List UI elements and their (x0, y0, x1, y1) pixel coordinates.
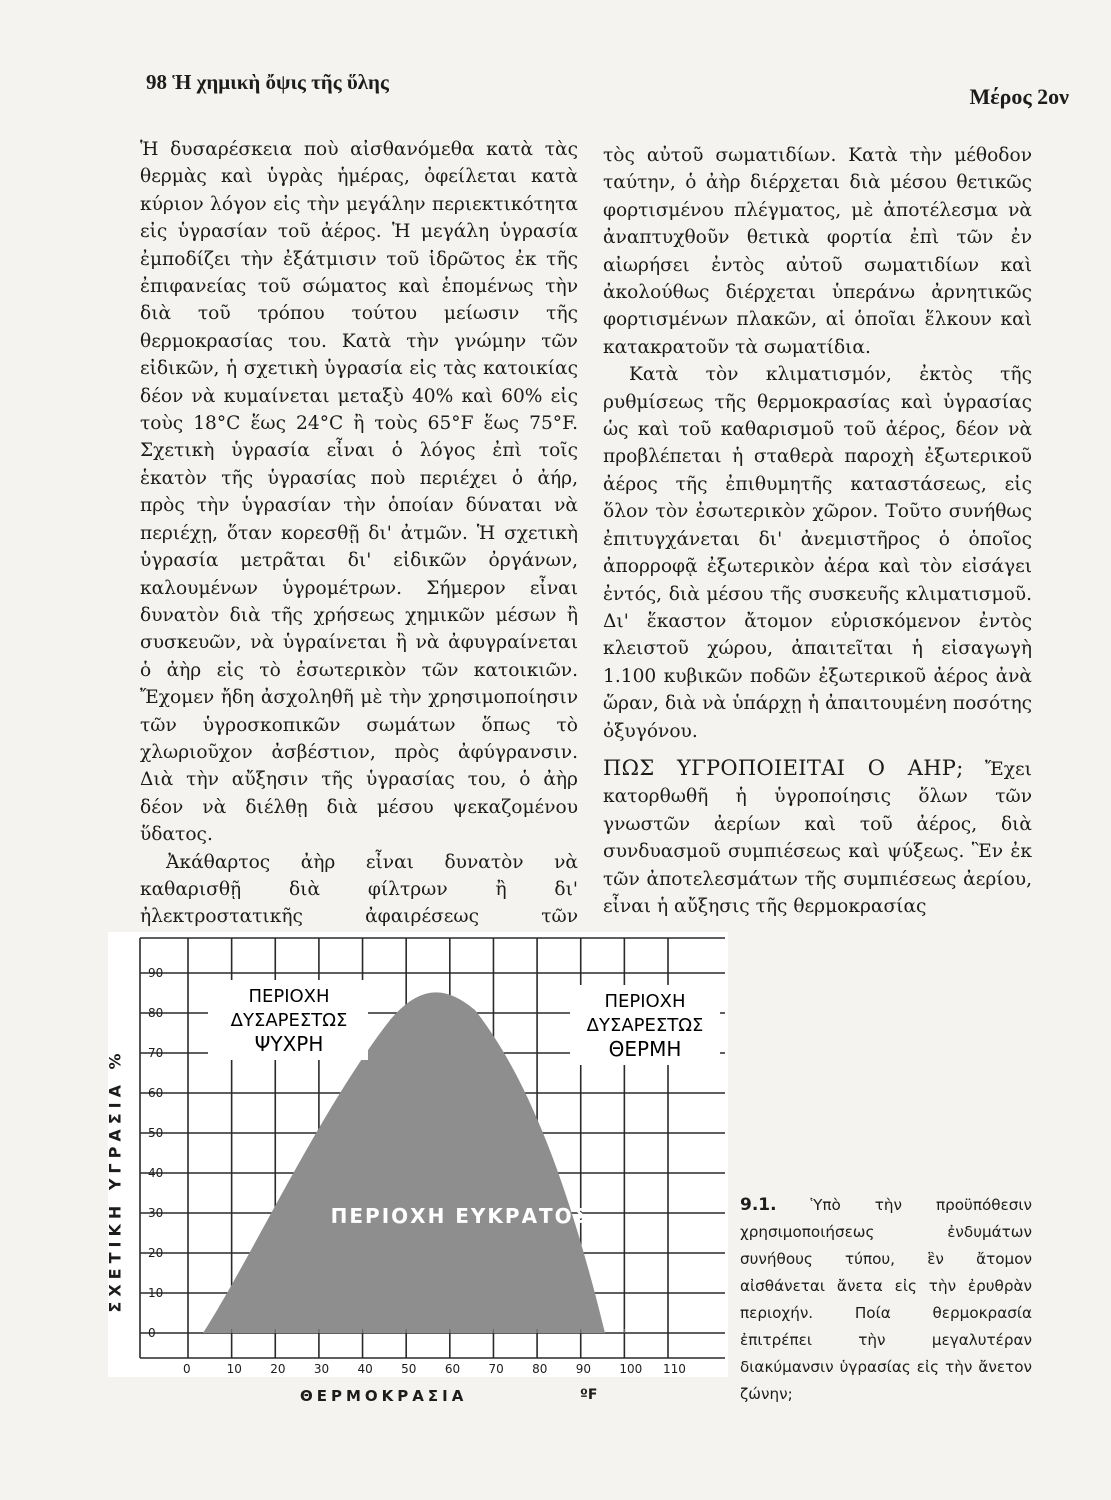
cold-region-label-3: ΨΥΧΡΗ (254, 1032, 324, 1056)
x-tick-60: 60 (444, 1362, 461, 1376)
x-axis-label: ΘΕΡΜΟΚΡΑΣΙΑ (300, 1387, 468, 1405)
y-tick-20: 20 (148, 1246, 164, 1260)
x-tick-40: 40 (357, 1362, 373, 1376)
y-axis-label: ΣΧΕΤΙΚΗ ΥΓΡΑΣΙΑ % (105, 1047, 125, 1313)
x-tick-30: 30 (313, 1362, 330, 1376)
paragraph-air-conditioning: Κατὰ τὸν κλιματισμόν, ἐκτὸς τῆς ρυθμίσεως τῆς θερμοκρασίας καὶ ὑγρασίας ὡς καὶ τοῦ καθαρισμοῦ τοῦ ἀέρος, δέον νὰ προβλέπεται ἡ σταθερὰ παροχὴ ἐξωτερικοῦ ἀέρος τῆς ἐπιθυμητῆς καταστάσεως, εἰς ὅλον τὸν ἐσωτερικὸν χῶρον. Τοῦτο συνήθως ἐπιτυγχάνεται δι' ἀνεμιστῆρος ὁ ὁποῖος ἀπορροφᾷ ἐξωτερικὸν ἀέρα καὶ τὸν εἰσάγει ἐντός, διὰ μέσου τῆς συσκευῆς κλιματισμοῦ. Δι' ἕκαστον ἄτομον εὑρισκόμενον ἐντὸς κλειστοῦ χώρου, ἀπαιτεῖται ἡ εἰσαγωγὴ 1.100 κυβικῶν ποδῶν ἐξωτερικοῦ ἀέρος ἀνὰ ὥραν, διὰ νὰ ὑπάρχῃ ἡ ἀπαιτουμένη ποσότης ὀξυγόνου. (603, 364, 1032, 742)
x-tick-100: 100 (619, 1362, 643, 1376)
page-header-right: Μέρος 2ον (969, 84, 1069, 109)
hot-region-label-1: ΠΕΡΙΟΧΗ (604, 991, 686, 1012)
section-heading: ΠΩΣ ΥΓΡΟΠΟΙΕΙΤΑΙ Ο ΑΗΡ; (603, 755, 964, 780)
x-tick-110: 110 (663, 1362, 686, 1376)
right-column (603, 142, 1032, 920)
x-tick-10: 10 (226, 1362, 242, 1376)
y-tick-40: 40 (148, 1166, 164, 1180)
comfort-zone-figure (100, 930, 740, 1380)
caption-text: Ὑπὸ τὴν προϋπόθεσιν χρησιμοποιήσεως ἐνδυμάτων συνήθους τύπου, ἓν ἄτομον αἰσθάνεται ἄνετα εἰς τὴν ἐρυθρὰν περιοχήν. Ποία θερμοκρασία ἐπιτρέπει τὴν μεγαλυτέραν διακύμανσιν ὑγρασίας εἰς τὴν ἄνετον ζώνην; (740, 1196, 1033, 1403)
caption-number: 9.1. (740, 1195, 777, 1215)
y-tick-10: 10 (148, 1286, 164, 1300)
x-axis-unit: ºF (580, 1387, 598, 1403)
x-tick-70: 70 (488, 1362, 504, 1376)
x-tick-50: 50 (401, 1362, 417, 1376)
figure-caption (740, 1192, 1032, 1408)
y-tick-0: 0 (148, 1326, 156, 1340)
y-tick-60: 60 (148, 1086, 164, 1100)
paragraph-air-cleaning: Ἀκάθαρτος ἀὴρ εἶναι δυνατὸν νὰ καθαρισθῇ διὰ φίλτρων ἢ δι' ἠλεκτροστατικῆς ἀφαιρέσεως τῶν (140, 851, 578, 928)
hot-region-label-2: ΔΥΣΑΡΕΣΤΩΣ (586, 1015, 704, 1036)
hot-region-label-3: ΘΕΡΜΗ (608, 1037, 682, 1061)
section-text: Ἔχει κατορθωθῆ ἡ ὑγροποίησις ὅλων τῶν γνωστῶν ἀερίων καὶ τοῦ ἀέρος, διὰ συνδυασμοῦ συμπιέσεως καὶ ψύξεως. Ἓν ἐκ τῶν ἀποτελεσμάτων τῆς συμπιέσεως ἀερίου, εἶναι ἡ αὔξησις τῆς θερμοκρασίας (603, 758, 1032, 917)
y-tick-90: 90 (148, 966, 164, 980)
cold-region-label-1: ΠΕΡΙΟΧΗ (248, 986, 330, 1007)
x-tick-20: 20 (270, 1362, 286, 1376)
comfort-region-label: ΠΕΡΙΟΧΗ ΕΥΚΡΑΤΟΣ (330, 1204, 590, 1228)
y-tick-30: 30 (148, 1206, 164, 1220)
x-tick-80: 80 (532, 1362, 548, 1376)
x-tick-90: 90 (575, 1362, 592, 1376)
page-header-left: 98 Ἡ χημικὴ ὄψις τῆς ὕλης (146, 70, 389, 94)
cold-region-label-2: ΔΥΣΑΡΕΣΤΩΣ (230, 1010, 348, 1031)
paragraph-electrostatic: τὸς αὐτοῦ σωματιδίων. Κατὰ τὴν μέθοδον ταύτην, ὁ ἀὴρ διέρχεται διὰ μέσου θετικῶς φορτισμένου πλέγματος, μὲ ἀποτέλεσμα νὰ ἀναπτυχθοῦν θετικὰ φορτία ἐπὶ τῶν ἐν αἰωρήσει ἐντὸς αὐτοῦ σωματιδίων καὶ ἀκολούθως διέρχεται ὑπεράνω ἀρνητικῶς φορτισμένων πλακῶν, αἱ ὁποῖαι ἕλκουν καὶ κατακρατοῦν τὰ σωματίδια. (603, 145, 1032, 358)
y-tick-70: 70 (148, 1046, 164, 1060)
y-tick-80: 80 (148, 1006, 164, 1020)
y-tick-50: 50 (148, 1126, 164, 1140)
left-column (140, 136, 578, 958)
section-liquefaction (603, 755, 1032, 920)
paragraph-humidity: Ἡ δυσαρέσκεια ποὺ αἰσθανόμεθα κατὰ τὰς θερμὰς καὶ ὑγρὰς ἡμέρας, ὀφείλεται κατὰ κύριον λόγον εἰς τὴν μεγάλην περιεκτικότητα εἰς ὑγρασίαν τοῦ ἀέρος. Ἡ μεγάλη ὑγρασία ἐμποδίζει τὴν ἐξάτμισιν τοῦ ἱδρῶτος ἐκ τῆς ἐπιφανείας τοῦ σώματος καὶ ἑπομένως τὴν διὰ τοῦ τρόπου τούτου μείωσιν τῆς θερμοκρασίας του. Κατὰ τὴν γνώμην τῶν εἰδικῶν, ἡ σχετικὴ ὑγρασία εἰς τὰς κατοικίας δέον νὰ κυμαίνεται μεταξὺ 40% καὶ 60% εἰς τοὺς 18°C ἕως 24°C ἢ τοὺς 65°F ἕως 75°F. Σχετικὴ ὑγρασία εἶναι ὁ λόγος ἐπὶ τοῖς ἑκατὸν τῆς ὑγρασίας ποὺ περιέχει ὁ ἀήρ, πρὸς τὴν ὑγρασίαν τὴν ὁποίαν δύναται νὰ περιέχῃ, ὅταν κορεσθῇ δι' ἀτμῶν. Ἡ σχετικὴ ὑγρασία μετρᾶται δι' εἰδικῶν ὀργάνων, καλουμένων ὑγρομέτρων. Σήμερον εἶναι δυνατὸν διὰ τῆς χρήσεως χημικῶν μέσων ἢ συσκευῶν, νὰ ὑγραίνεται ἢ νὰ ἀφυγραίνεται ὁ ἀὴρ εἰς τὸ ἐσωτερικὸν τῶν κατοικιῶν. Ἔχομεν ἤδη ἀσχοληθῆ μὲ τὴν χρησιμοποίησιν τῶν ὑγροσκοπικῶν σωμάτων ὅπως τὸ χλωριοῦχον ἀσβέστιον, πρὸς ἀφύγρανσιν. Διὰ τὴν αὔξησιν τῆς ὑγρασίας του, ὁ ἀὴρ δέον νὰ διέλθῃ διὰ μέσου ψεκαζομένου ὕδατος. (140, 139, 578, 846)
x-tick-0: 0 (183, 1362, 191, 1376)
